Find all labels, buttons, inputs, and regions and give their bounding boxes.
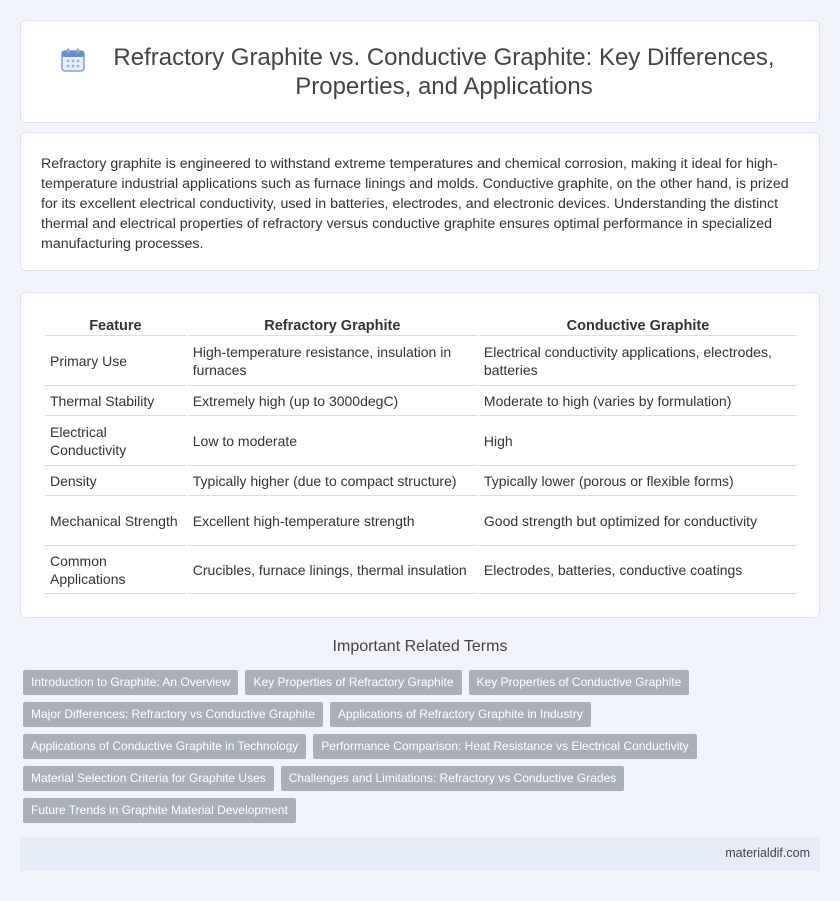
table-row bbox=[45, 416, 797, 466]
cell-refractory: Excellent high-temperature strength bbox=[188, 496, 477, 546]
table-row bbox=[45, 496, 797, 546]
cell-conductive: Good strength but optimized for conductivity bbox=[479, 496, 797, 546]
related-terms-title: Important Related Terms bbox=[332, 638, 508, 655]
cell-refractory: Crucibles, furnace linings, thermal insulation bbox=[188, 546, 477, 594]
related-tag[interactable]: Challenges and Limitations: Refractory vs Conductive Grades bbox=[281, 766, 625, 791]
related-tag[interactable]: Key Properties of Conductive Graphite bbox=[469, 670, 690, 695]
cell-conductive: Electrical conductivity applications, electrodes, batteries bbox=[479, 336, 797, 386]
related-tag[interactable]: Major Differences: Refractory vs Conductive Graphite bbox=[23, 702, 323, 727]
cell-feature: Electrical Conductivity bbox=[45, 416, 186, 466]
cell-conductive: Electrodes, batteries, conductive coatings bbox=[479, 546, 797, 594]
intro-card bbox=[20, 132, 820, 271]
cell-feature: Common Applications bbox=[45, 546, 186, 594]
header-refractory: Refractory Graphite bbox=[188, 315, 477, 336]
cell-conductive: Typically lower (porous or flexible forms) bbox=[479, 466, 797, 496]
table-row bbox=[45, 466, 797, 496]
cell-feature: Mechanical Strength bbox=[45, 496, 186, 546]
cell-feature: Thermal Stability bbox=[45, 386, 186, 416]
calendar-icon bbox=[60, 47, 86, 73]
table-header-row bbox=[45, 315, 797, 336]
footer-site-link[interactable]: materialdif.com bbox=[725, 846, 810, 860]
related-tag[interactable]: Material Selection Criteria for Graphite Uses bbox=[23, 766, 274, 791]
intro-paragraph: Refractory graphite is engineered to withstand extreme temperatures and chemical corrosion, making it ideal for high-temperature industrial applications such as furnace linings and molds. Conductive graphite, on the other hand, is prized for its excellent electrical conductivity, used in batteries, electrodes, and electronic devices. Understanding the distinct thermal and electrical properties of refractory versus conductive graphite ensures optimal performance in specialized manufacturing processes. bbox=[41, 156, 789, 252]
title-wrap bbox=[60, 43, 780, 101]
footer-bar bbox=[20, 837, 820, 871]
header-conductive: Conductive Graphite bbox=[479, 315, 797, 336]
cell-conductive: High bbox=[479, 416, 797, 466]
comparison-table bbox=[43, 315, 799, 594]
related-terms-tags bbox=[20, 670, 820, 830]
related-tag[interactable]: Performance Comparison: Heat Resistance vs Electrical Conductivity bbox=[313, 734, 696, 759]
related-tag[interactable]: Introduction to Graphite: An Overview bbox=[23, 670, 238, 695]
cell-refractory: Low to moderate bbox=[188, 416, 477, 466]
cell-refractory: Typically higher (due to compact structure) bbox=[188, 466, 477, 496]
table-row bbox=[45, 386, 797, 416]
related-tag[interactable]: Applications of Refractory Graphite in Industry bbox=[330, 702, 591, 727]
related-tag[interactable]: Applications of Conductive Graphite in Technology bbox=[23, 734, 306, 759]
cell-refractory: Extremely high (up to 3000degC) bbox=[188, 386, 477, 416]
related-tag[interactable]: Key Properties of Refractory Graphite bbox=[245, 670, 461, 695]
cell-conductive: Moderate to high (varies by formulation) bbox=[479, 386, 797, 416]
cell-feature: Density bbox=[45, 466, 186, 496]
table-row bbox=[45, 336, 797, 386]
comparison-table-card bbox=[20, 292, 820, 618]
page-title: Refractory Graphite vs. Conductive Graphite: Key Differences, Properties, and Applications bbox=[113, 43, 775, 100]
related-tag[interactable]: Future Trends in Graphite Material Development bbox=[23, 798, 296, 823]
header-card bbox=[20, 20, 820, 123]
related-terms-section bbox=[20, 638, 820, 830]
cell-feature: Primary Use bbox=[45, 336, 186, 386]
cell-refractory: High-temperature resistance, insulation in furnaces bbox=[188, 336, 477, 386]
table-row bbox=[45, 546, 797, 594]
header-feature: Feature bbox=[45, 315, 186, 336]
